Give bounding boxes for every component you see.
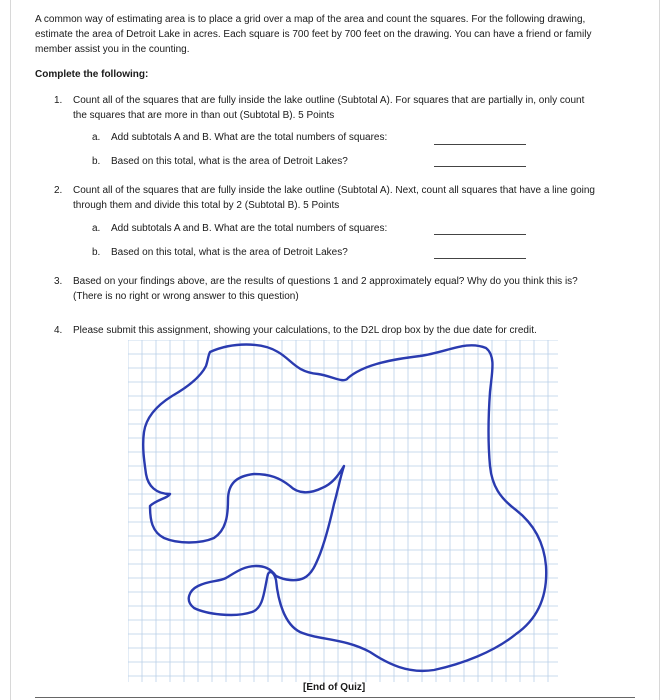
question-1b-letter: b.: [92, 156, 101, 167]
question-4-line-1: Please submit this assignment, showing your calculations, to the D2L drop box by the due date for credit.: [73, 325, 537, 336]
section-heading: Complete the following:: [35, 69, 149, 80]
question-1-line-2: the squares that are more in than out (Subtotal B). 5 Points: [73, 110, 335, 121]
question-2b-text: Based on this total, what is the area of Detroit Lakes?: [111, 247, 348, 258]
question-2-number: 2.: [54, 185, 63, 196]
end-of-quiz-label: [End of Quiz]: [303, 682, 366, 693]
question-1a-letter: a.: [92, 132, 101, 143]
question-1b-text: Based on this total, what is the area of Detroit Lakes?: [111, 156, 348, 167]
question-3-line-2: (There is no right or wrong answer to this question): [73, 291, 299, 302]
question-4-number: 4.: [54, 325, 63, 336]
question-2b-letter: b.: [92, 247, 101, 258]
measurement-grid: [128, 340, 558, 682]
question-3-number: 3.: [54, 276, 63, 287]
question-2-line-1: Count all of the squares that are fully inside the lake outline (Subtotal A). Next, count all squares that have a line going: [73, 185, 595, 196]
intro-line-3: member assist you in the counting.: [35, 44, 190, 55]
question-1-number: 1.: [54, 95, 63, 106]
question-1a-text: Add subtotals A and B. What are the total numbers of squares:: [111, 132, 388, 143]
question-2-line-2: through them and divide this total by 2 (Subtotal B). 5 Points: [73, 200, 340, 211]
question-1-line-1: Count all of the squares that are fully inside the lake outline (Subtotal A). For squares that are partially in, only count: [73, 95, 585, 106]
question-3-line-1: Based on your findings above, are the results of questions 1 and 2 approximately equal? Why do you think this is?: [73, 276, 578, 287]
footer-divider: [35, 697, 635, 698]
intro-line-1: A common way of estimating area is to place a grid over a map of the area and count the squares. For the following drawing,: [35, 14, 586, 25]
question-2a-letter: a.: [92, 223, 101, 234]
intro-line-2: estimate the area of Detroit Lake in acres. Each square is 700 feet by 700 feet on the drawing. You can have a friend or family: [35, 29, 592, 40]
question-2a-text: Add subtotals A and B. What are the total numbers of squares:: [111, 223, 388, 234]
